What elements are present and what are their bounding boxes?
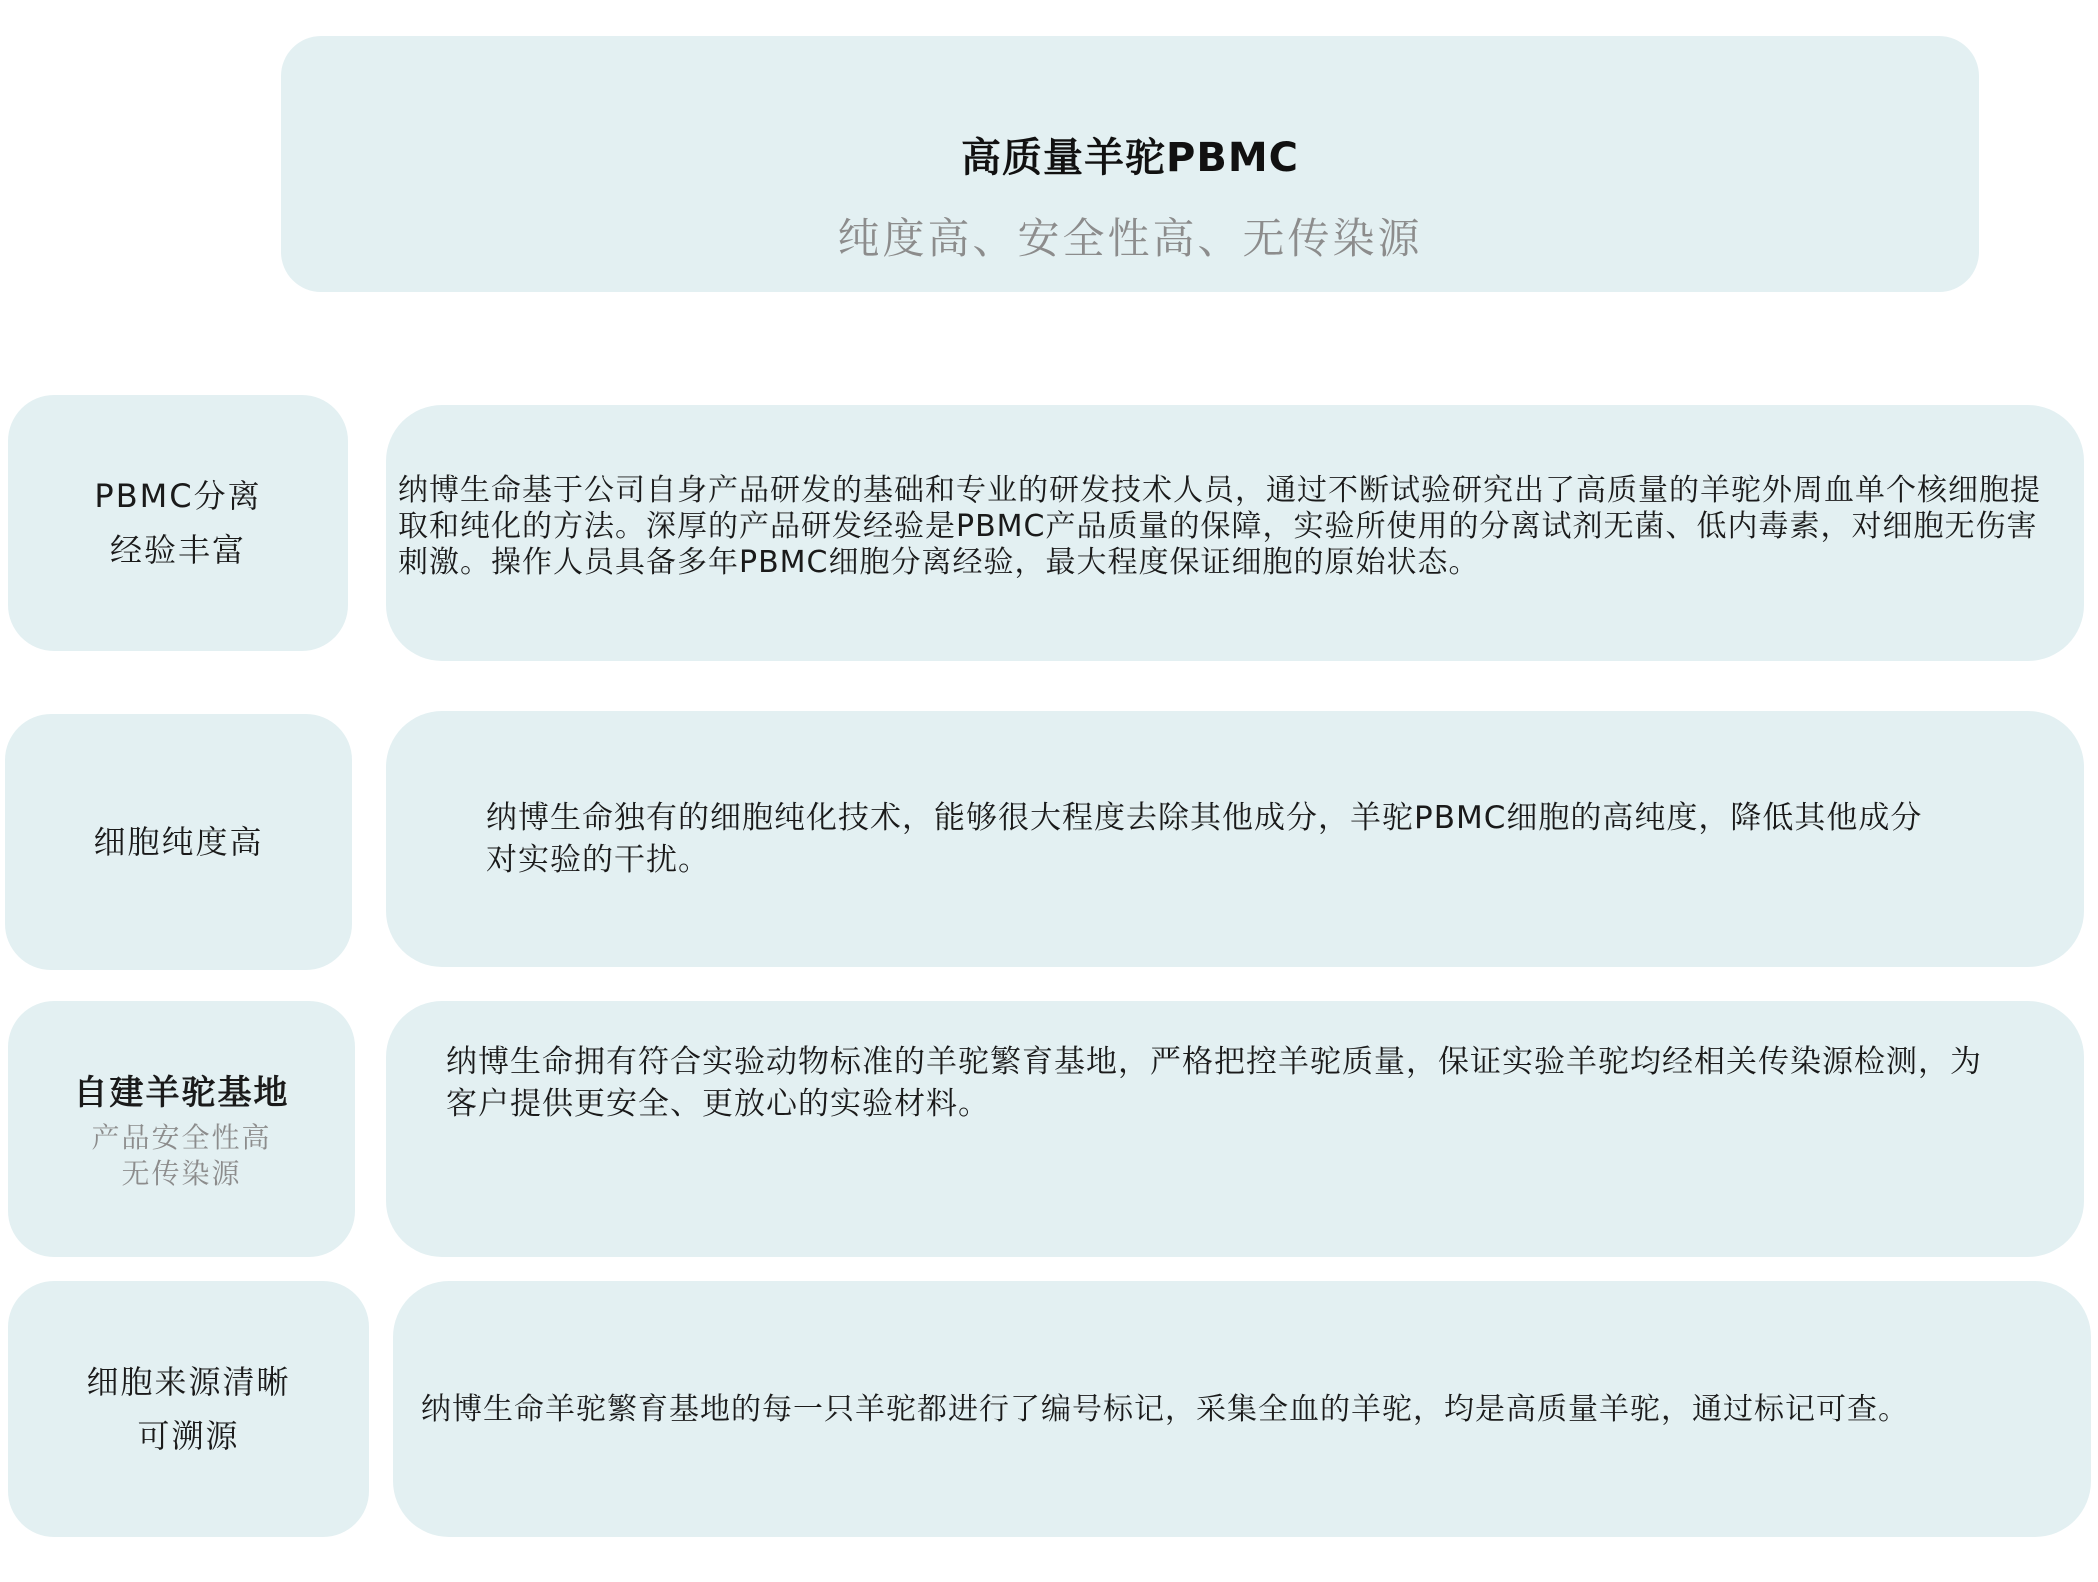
feature-label-line: 可溯源 — [137, 1417, 240, 1455]
feature-label-line: PBMC分离 — [94, 477, 262, 515]
header-banner — [281, 36, 1979, 292]
feature-label-card-1 — [8, 395, 348, 651]
feature-label-subline: 产品安全性高 — [91, 1121, 272, 1154]
page-subtitle: 纯度高、安全性高、无传染源 — [837, 214, 1423, 263]
feature-label-card-4 — [8, 1281, 369, 1537]
feature-description-text: 纳博生命独有的细胞纯化技术，能够很大程度去除其他成分，羊驼PBMC细胞的高纯度，降低其他成分对实验的干扰。 — [486, 800, 1923, 878]
feature-description-card-2 — [386, 711, 2084, 967]
feature-label-line: 细胞来源清晰 — [86, 1363, 291, 1401]
feature-label-title: 自建羊驼基地 — [73, 1073, 290, 1113]
feature-description-card-4 — [393, 1281, 2091, 1537]
feature-label-line: 细胞纯度高 — [93, 823, 264, 861]
feature-description-text: 纳博生命拥有符合实验动物标准的羊驼繁育基地，严格把控羊驼质量，保证实验羊驼均经相关传染源检测，为客户提供更安全、更放心的实验材料。 — [446, 1044, 1982, 1122]
feature-label-subline: 无传染源 — [121, 1157, 242, 1190]
feature-description-text: 纳博生命基于公司自身产品研发的基础和专业的研发技术人员，通过不断试验研究出了高质量的羊驼外周血单个核细胞提取和纯化的方法。深厚的产品研发经验是PBMC产品质量的保障，实验所使用的分离试剂无菌、低内毒素，对细胞无伤害刺激。操作人员具备多年PBMC细胞分离经验，最大程度保证细胞的原始状态。 — [398, 473, 2041, 580]
feature-description-text: 纳博生命羊驼繁育基地的每一只羊驼都进行了编号标记，采集全血的羊驼，均是高质量羊驼，通过标记可查。 — [421, 1392, 1909, 1427]
feature-label-card-3 — [8, 1001, 355, 1257]
feature-description-card-3 — [386, 1001, 2084, 1257]
page-title: 高质量羊驼PBMC — [961, 135, 1299, 181]
feature-description-card-1 — [386, 405, 2084, 661]
feature-label-card-2 — [5, 714, 352, 970]
feature-label-line: 经验丰富 — [109, 531, 246, 569]
